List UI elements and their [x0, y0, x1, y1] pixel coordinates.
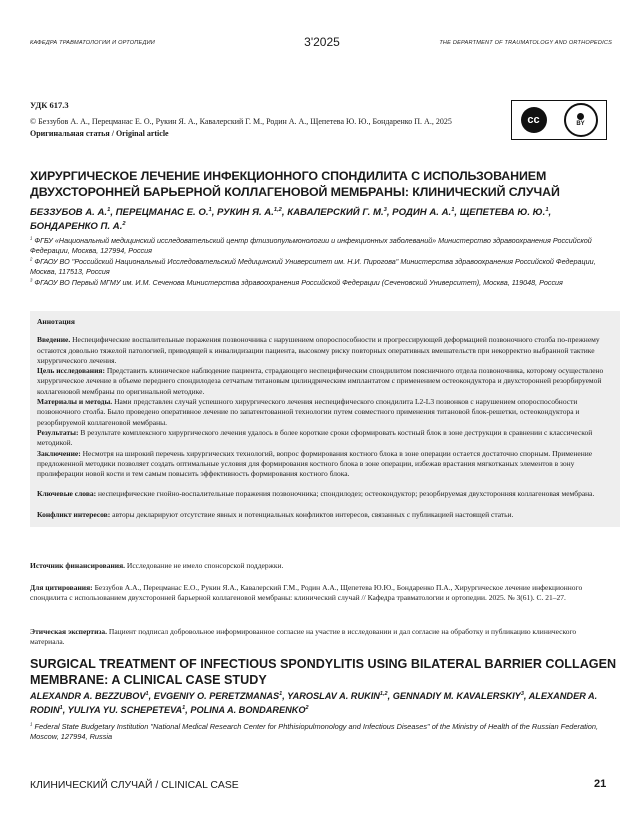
- affiliation-item: $^2$ ФГАОУ ВО "Российский Национальный Исследовательский Медицинский Университет им. Н.И. Пирогова" Министерства здравоохранения Российской Федерации, Москва, 117513, Россия: [30, 256, 596, 277]
- author-name: POLINA A. BONDARENKO: [190, 704, 306, 715]
- abstract-aim: Цель исследования: Представить клиническое наблюдение пациента, страдающего неспецифическим спондилитом поясничного отдела позвоночника, которому осуществлено хирургическое лечение в объеме переднего спондилодеза сетчатым титановым цилиндрическим имплантатом с применением остеокондуктора и двухсторонней резорбируемой коллагеновой мембраны по оригинальной методике.: [37, 366, 604, 396]
- author-affiliation-mark: 2: [305, 704, 309, 711]
- author-name: YULIYA YU. SCHEPETEVA: [67, 704, 183, 715]
- author-name: GENNADIY M. KAVALERSKIY: [392, 691, 521, 701]
- page-number: 21: [594, 778, 607, 790]
- author-name: YAROSLAV A. RUKIN: [287, 691, 380, 701]
- author-affiliation-mark: 1,2: [379, 690, 388, 697]
- author-name: ALEXANDR A. BEZZUBOV: [30, 691, 146, 701]
- author-affiliation-mark: 2: [122, 220, 126, 227]
- author-name: РУКИН Я. А.: [217, 207, 274, 218]
- author-affiliation-mark: 3: [383, 206, 387, 213]
- author-affiliation-mark: 1: [145, 690, 149, 697]
- author-name: КАВАЛЕРСКИЙ Г. М.: [287, 207, 384, 218]
- author-affiliation-mark: 1: [545, 206, 549, 213]
- author-name: EVGENIY O. PERETZMANAS: [153, 691, 280, 701]
- creative-commons-by-icon: [511, 100, 607, 140]
- author-affiliation-mark: 1: [59, 704, 63, 711]
- article-title-en: SURGICAL TREATMENT OF INFECTIOUS SPONDYLITIS USING BILATERAL BARRIER COLLAGEN MEMBRANE: A CLINICAL CASE STUDY: [30, 657, 617, 687]
- citation-note: Для цитирования: Беззубов А.А., Перецманас Е.О., Рукин Я.А., Кавалерский Г.М., Родин А.А., Щепетева Ю.Ю., Бондаренко П.А., Хирургическое лечение инфекционного спондилита с использованием двухсторонней барьерной коллагеновой мембраны: клинический случай // Кафедра травматологии и ортопедии. 2025. № 3(61). С. 21–27.: [30, 583, 583, 603]
- abstract-introduction: Введение. Неспецифические воспалительные поражения позвоночника с нарушением опороспособности и прогрессирующей деформацией позвоночного столба по-прежнему остаются довольно тяжелой патологией, приводящей к инвалидизации пациента, высокому риску повторных оперативных вмешательств при некорректно выбранной тактике хирургического лечения.: [37, 335, 600, 365]
- author-affiliation-mark: 1,2: [273, 206, 282, 213]
- authors-ru: БЕЗЗУБОВ А. А.$^1$, ПЕРЕЦМАНАС Е. О.$^1$, РУКИН Я. А.$^{1,2}$, КАВАЛЕРСКИЙ Г. М.$^3$, РОДИН А. А.$^1$, ЩЕПЕТЕВА Ю. Ю.$^1$, БОНДАРЕНКО П. А.$^2$: [30, 206, 552, 232]
- author-name: ALEXANDER A. RODIN: [30, 691, 598, 715]
- header-department-ru: КАФЕДРА ТРАВМАТОЛОГИИ И ОРТОПЕДИИ: [30, 40, 156, 46]
- header-department-en: THE DEPARTMENT OF TRAUMATOLOGY AND ORTHOPEDICS: [439, 40, 612, 46]
- abstract-results: Результаты: В результате комплексного хирургического лечения удалось в более короткие сроки сформировать костный блок в зоне деструкции в сравнении с классической методикой.: [37, 427, 593, 448]
- attribution-icon: [564, 103, 598, 137]
- by-label: BY: [576, 121, 585, 127]
- copyright-line: © Беззубов А. А., Перецманас Е. О., Рукин Я. А., Кавалерский Г. М., Родин А. А., Щепетева Ю. Ю., Бондаренко П. А., 2025: [30, 117, 452, 126]
- header-issue: 3'2025: [304, 35, 340, 49]
- funding-note: Источник финансирования. Исследование не имело спонсорской поддержки.: [30, 561, 284, 570]
- abstract-conflict: Конфликт интересов: авторы декларируют отсутствие явных и потенциальных конфликтов интересов, связанных с публикацией настоящей статьи.: [37, 509, 514, 519]
- author-name: ЩЕПЕТЕВА Ю. Ю.: [459, 207, 546, 218]
- author-affiliation-mark: 1: [451, 206, 455, 213]
- udk-code: УДК 617.3: [30, 100, 69, 110]
- article-type: Оригинальная статья / Original article: [30, 128, 169, 138]
- author-affiliation-mark: 1: [107, 206, 111, 213]
- author-name: ПЕРЕЦМАНАС Е. О.: [115, 207, 209, 218]
- author-name: РОДИН А. А.: [392, 207, 452, 218]
- affiliations-ru: [30, 236, 620, 288]
- running-header: [0, 0, 644, 49]
- person-head-icon: [577, 113, 584, 120]
- abstract-conclusion: Заключение: Несмотря на широкий перечень хирургических технологий, вопрос формирования костного блока в зоне операции остается достаточно спорным. Применение предложенной методики позволяет создать оптимальные условия для формирования костного блока в зоне операции, избежав врастания мягкотканых элементов в зону пролиферации новой кости и тем самым повысить эффективность формирования костного блока.: [37, 448, 593, 479]
- affiliation-item: $^3$ ФГАОУ ВО Первый МГМУ им. И.М. Сеченова Министерства здравоохранения Российской Федерации (Сеченовский Университет), Москва, 119048, Россия: [30, 277, 563, 287]
- article-meta: [30, 116, 500, 139]
- author-affiliation-mark: 1: [182, 704, 186, 711]
- affiliation-item: $^1$ ФГБУ «Национальный медицинский исследовательский центр фтизиопульмонологии и инфекционных заболеваний» Министерство здравоохранения Российской Федерации, Москва, 127994, Россия: [30, 235, 592, 256]
- cc-icon: cc: [521, 107, 547, 133]
- footer-section: КЛИНИЧЕСКИЙ СЛУЧАЙ / CLINICAL CASE: [30, 780, 239, 791]
- author-affiliation-mark: 1: [208, 206, 212, 213]
- author-affiliation-mark: 3: [520, 690, 524, 697]
- abstract-keywords: Ключевые слова: неспецифические гнойно-воспалительные поражения позвоночника; спондилодез; остеокондуктор; резорбируемая двухсторонняя коллагеновая мембрана.: [37, 489, 595, 499]
- abstract-box: [30, 311, 620, 527]
- authors-en: ALEXANDR A. BEZZUBOV$^1$, EVGENIY O. PERETZMANAS$^1$, YAROSLAV A. RUKIN$^{1,2}$, GENNADIY M. KAVALERSKIY$^3$, ALEXANDER A. RODIN$^1$, YULIYA YU. SCHEPETEVA$^1$, POLINA A. BONDARENKO$^2$: [30, 690, 598, 715]
- abstract-methods: Материалы и методы. Нами представлен случай успешного хирургического лечения неспецифического спондилита L2-L3 позвонков с нарушением опороспособности позвоночного столба. Было проведено оперативное лечение по запатентованной технологии путем совместного применения титановой блок-решетки, остеокондуктора и резорбируемой коллагеновой мембраны.: [37, 397, 580, 427]
- author-affiliation-mark: 1: [279, 690, 283, 697]
- affiliation-en: $^1$ Federal State Budgetary Institution "National Medical Research Center for Phthisiopulmonology and Infectious Diseases" of the Ministry of Health of the Russian Federation, Moscow, 127994, Russia: [30, 721, 599, 742]
- ethics-note: Этическая экспертиза. Пациент подписал добровольное информированное согласие на участие в исследовании и дал согласие на обработку и публикацию клинического материала.: [30, 627, 577, 647]
- abstract-title: Аннотация: [37, 317, 75, 326]
- article-title-ru: ХИРУРГИЧЕСКОЕ ЛЕЧЕНИЕ ИНФЕКЦИОННОГО СПОНДИЛИТА С ИСПОЛЬЗОВАНИЕМ ДВУХСТОРОННЕЙ БАРЬЕРНОЙ КОЛЛАГЕНОВОЙ МЕМБРАНЫ: КЛИНИЧЕСКИЙ СЛУЧАЙ: [30, 169, 560, 199]
- author-name: БОНДАРЕНКО П. А.: [30, 221, 123, 232]
- author-name: БЕЗЗУБОВ А. А.: [30, 207, 108, 218]
